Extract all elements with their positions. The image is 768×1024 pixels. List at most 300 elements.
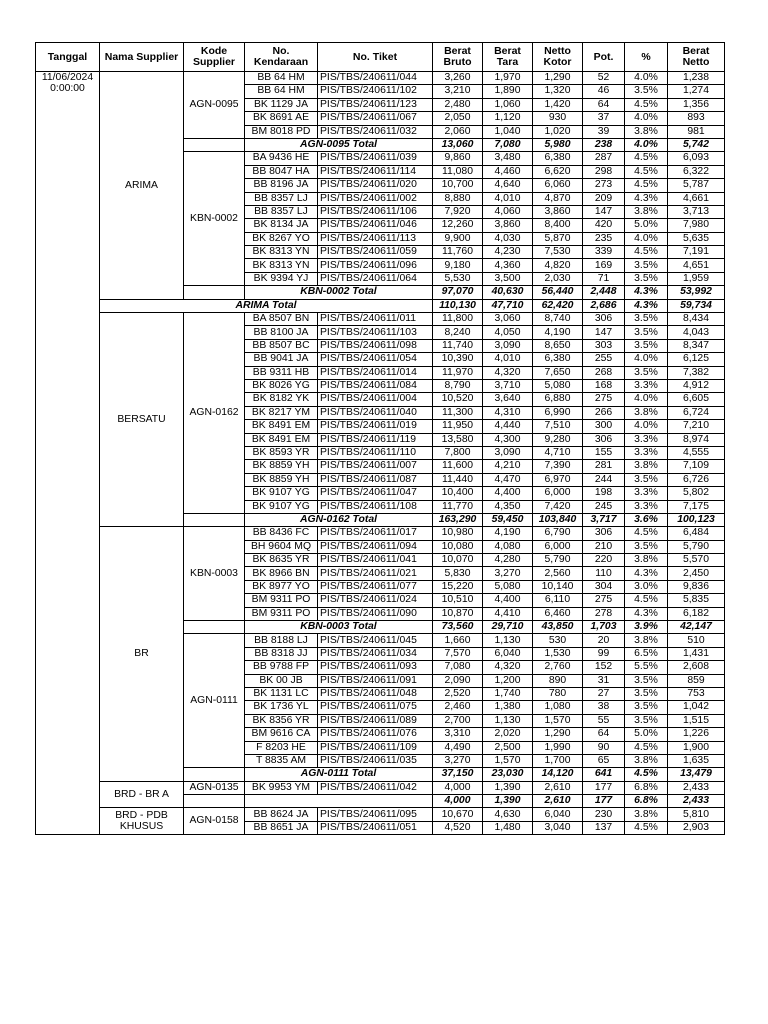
berat-tara-cell: 4,010 — [483, 192, 533, 205]
group-total-berat-tara-cell: 59,450 — [483, 513, 533, 526]
persen-cell: 4.0% — [625, 393, 668, 406]
netto-kotor-cell: 6,110 — [533, 594, 583, 607]
berat-netto-cell: 1,238 — [668, 72, 725, 85]
persen-cell: 3.5% — [625, 85, 668, 98]
berat-bruto-cell: 2,050 — [433, 112, 483, 125]
group-total-spacer — [184, 621, 245, 634]
persen-cell: 3.3% — [625, 487, 668, 500]
persen-cell: 3.5% — [625, 701, 668, 714]
berat-tara-cell: 3,860 — [483, 219, 533, 232]
berat-netto-cell: 1,635 — [668, 754, 725, 767]
pot-cell: 169 — [583, 259, 625, 272]
pot-cell: 255 — [583, 353, 625, 366]
group-total-netto-kotor-cell: 103,840 — [533, 513, 583, 526]
supplier-name-cell: ARIMA — [100, 72, 184, 300]
berat-tara-cell: 4,640 — [483, 179, 533, 192]
col-header-no-kendaraan: No. Kendaraan — [245, 43, 318, 72]
no-kendaraan-cell: BK 8491 EM — [245, 433, 318, 446]
no-tiket-cell: PIS/TBS/240611/123 — [318, 98, 433, 111]
persen-cell: 4.5% — [625, 179, 668, 192]
group-total-pot-cell: 641 — [583, 768, 625, 781]
pot-cell: 39 — [583, 125, 625, 138]
no-kendaraan-cell: BM 9616 CA — [245, 728, 318, 741]
berat-netto-cell: 3,713 — [668, 205, 725, 218]
group-total-berat-bruto-cell: 73,560 — [433, 621, 483, 634]
netto-kotor-cell: 1,570 — [533, 714, 583, 727]
pot-cell: 220 — [583, 554, 625, 567]
berat-bruto-cell: 11,080 — [433, 165, 483, 178]
berat-bruto-cell: 11,440 — [433, 473, 483, 486]
berat-tara-cell: 4,470 — [483, 473, 533, 486]
berat-tara-cell: 1,480 — [483, 821, 533, 834]
pot-cell: 244 — [583, 473, 625, 486]
group-total-berat-tara-cell: 23,030 — [483, 768, 533, 781]
persen-cell: 4.0% — [625, 72, 668, 85]
group-total-netto-kotor-cell: 14,120 — [533, 768, 583, 781]
berat-bruto-cell: 11,740 — [433, 339, 483, 352]
pot-cell: 298 — [583, 165, 625, 178]
pot-cell: 275 — [583, 594, 625, 607]
table-row — [36, 313, 725, 326]
no-kendaraan-cell: BA 9436 HE — [245, 152, 318, 165]
berat-tara-cell: 4,350 — [483, 500, 533, 513]
pot-cell: 273 — [583, 179, 625, 192]
no-tiket-cell: PIS/TBS/240611/017 — [318, 527, 433, 540]
no-kendaraan-cell: BK 8217 YM — [245, 406, 318, 419]
berat-bruto-cell: 8,240 — [433, 326, 483, 339]
netto-kotor-cell: 10,140 — [533, 580, 583, 593]
pot-cell: 278 — [583, 607, 625, 620]
berat-bruto-cell: 7,080 — [433, 661, 483, 674]
no-tiket-cell: PIS/TBS/240611/047 — [318, 487, 433, 500]
persen-cell: 4.3% — [625, 192, 668, 205]
berat-netto-cell: 981 — [668, 125, 725, 138]
berat-tara-cell: 4,460 — [483, 165, 533, 178]
berat-tara-cell: 1,380 — [483, 701, 533, 714]
pot-cell: 99 — [583, 647, 625, 660]
netto-kotor-cell: 1,080 — [533, 701, 583, 714]
berat-tara-cell: 1,970 — [483, 72, 533, 85]
supplier-name-cell: BRD - PDB KHUSUS — [100, 808, 184, 835]
netto-kotor-cell: 6,970 — [533, 473, 583, 486]
netto-kotor-cell: 9,280 — [533, 433, 583, 446]
netto-kotor-cell: 6,790 — [533, 527, 583, 540]
persen-cell: 3.5% — [625, 326, 668, 339]
berat-bruto-cell: 10,390 — [433, 353, 483, 366]
supplier-total-pot-cell: 2,686 — [583, 299, 625, 312]
netto-kotor-cell: 1,990 — [533, 741, 583, 754]
no-kendaraan-cell: BK 1129 JA — [245, 98, 318, 111]
persen-cell: 4.5% — [625, 594, 668, 607]
no-kendaraan-cell: BK 8966 BN — [245, 567, 318, 580]
no-tiket-cell: PIS/TBS/240611/108 — [318, 500, 433, 513]
netto-kotor-cell: 7,420 — [533, 500, 583, 513]
berat-tara-cell: 1,740 — [483, 687, 533, 700]
group-total-berat-netto-cell: 42,147 — [668, 621, 725, 634]
berat-netto-cell: 7,210 — [668, 420, 725, 433]
no-tiket-cell: PIS/TBS/240611/094 — [318, 540, 433, 553]
berat-bruto-cell: 10,510 — [433, 594, 483, 607]
no-kendaraan-cell: BB 9788 FP — [245, 661, 318, 674]
berat-netto-cell: 4,912 — [668, 379, 725, 392]
table-row — [36, 781, 725, 794]
pot-cell: 300 — [583, 420, 625, 433]
netto-kotor-cell: 6,000 — [533, 487, 583, 500]
no-tiket-cell: PIS/TBS/240611/091 — [318, 674, 433, 687]
no-tiket-cell: PIS/TBS/240611/095 — [318, 808, 433, 821]
group-total-persen-cell: 6.8% — [625, 795, 668, 808]
netto-kotor-cell: 7,650 — [533, 366, 583, 379]
persen-cell: 3.8% — [625, 406, 668, 419]
berat-bruto-cell: 2,460 — [433, 701, 483, 714]
no-kendaraan-cell: BK 9107 YG — [245, 500, 318, 513]
persen-cell: 3.8% — [625, 754, 668, 767]
berat-bruto-cell: 7,800 — [433, 446, 483, 459]
pot-cell: 90 — [583, 741, 625, 754]
pot-cell: 210 — [583, 540, 625, 553]
group-total-berat-bruto-cell: 37,150 — [433, 768, 483, 781]
berat-bruto-cell: 11,770 — [433, 500, 483, 513]
supplier-name-cell: BR — [100, 527, 184, 781]
berat-bruto-cell: 3,270 — [433, 754, 483, 767]
no-kendaraan-cell: BK 1131 LC — [245, 687, 318, 700]
no-tiket-cell: PIS/TBS/240611/113 — [318, 232, 433, 245]
no-tiket-cell: PIS/TBS/240611/089 — [318, 714, 433, 727]
no-tiket-cell: PIS/TBS/240611/045 — [318, 634, 433, 647]
netto-kotor-cell: 1,020 — [533, 125, 583, 138]
col-header-tanggal: Tanggal — [36, 43, 100, 72]
group-total-pot-cell: 2,448 — [583, 286, 625, 299]
netto-kotor-cell: 6,620 — [533, 165, 583, 178]
berat-netto-cell: 5,835 — [668, 594, 725, 607]
berat-tara-cell: 6,040 — [483, 647, 533, 660]
berat-tara-cell: 1,130 — [483, 634, 533, 647]
group-total-berat-tara-cell: 29,710 — [483, 621, 533, 634]
berat-netto-cell: 753 — [668, 687, 725, 700]
pot-cell: 245 — [583, 500, 625, 513]
group-total-berat-netto-cell: 100,123 — [668, 513, 725, 526]
persen-cell: 4.3% — [625, 567, 668, 580]
group-total-berat-netto-cell: 13,479 — [668, 768, 725, 781]
berat-bruto-cell: 11,950 — [433, 420, 483, 433]
no-tiket-cell: PIS/TBS/240611/054 — [318, 353, 433, 366]
berat-netto-cell: 1,356 — [668, 98, 725, 111]
persen-cell: 3.5% — [625, 674, 668, 687]
berat-netto-cell: 9,836 — [668, 580, 725, 593]
no-kendaraan-cell: BB 8651 JA — [245, 821, 318, 834]
pot-cell: 147 — [583, 326, 625, 339]
no-tiket-cell: PIS/TBS/240611/087 — [318, 473, 433, 486]
no-tiket-cell: PIS/TBS/240611/007 — [318, 460, 433, 473]
berat-netto-cell: 5,790 — [668, 540, 725, 553]
berat-bruto-cell: 10,080 — [433, 540, 483, 553]
berat-bruto-cell: 10,980 — [433, 527, 483, 540]
berat-bruto-cell: 13,580 — [433, 433, 483, 446]
no-kendaraan-cell: BB 8100 JA — [245, 326, 318, 339]
persen-cell: 4.5% — [625, 98, 668, 111]
netto-kotor-cell: 780 — [533, 687, 583, 700]
netto-kotor-cell: 530 — [533, 634, 583, 647]
persen-cell: 3.8% — [625, 205, 668, 218]
berat-tara-cell: 4,190 — [483, 527, 533, 540]
netto-kotor-cell: 1,530 — [533, 647, 583, 660]
netto-kotor-cell: 6,380 — [533, 152, 583, 165]
no-kendaraan-cell: BB 8357 LJ — [245, 192, 318, 205]
netto-kotor-cell: 4,190 — [533, 326, 583, 339]
group-total-label: KBN-0002 Total — [245, 286, 433, 299]
berat-bruto-cell: 2,700 — [433, 714, 483, 727]
berat-netto-cell: 6,322 — [668, 165, 725, 178]
group-total-berat-bruto-cell: 4,000 — [433, 795, 483, 808]
no-kendaraan-cell: BK 8026 YG — [245, 379, 318, 392]
berat-tara-cell: 3,640 — [483, 393, 533, 406]
berat-netto-cell: 5,802 — [668, 487, 725, 500]
berat-netto-cell: 1,515 — [668, 714, 725, 727]
persen-cell: 3.5% — [625, 313, 668, 326]
berat-netto-cell: 2,433 — [668, 781, 725, 794]
berat-tara-cell: 1,390 — [483, 781, 533, 794]
persen-cell: 3.3% — [625, 446, 668, 459]
no-kendaraan-cell: BA 8507 BN — [245, 313, 318, 326]
berat-tara-cell: 1,060 — [483, 98, 533, 111]
group-total-pot-cell: 3,717 — [583, 513, 625, 526]
berat-bruto-cell: 9,860 — [433, 152, 483, 165]
no-tiket-cell: PIS/TBS/240611/109 — [318, 741, 433, 754]
pot-cell: 303 — [583, 339, 625, 352]
supplier-total-berat-netto-cell: 59,734 — [668, 299, 725, 312]
berat-netto-cell: 5,810 — [668, 808, 725, 821]
pot-cell: 65 — [583, 754, 625, 767]
no-kendaraan-cell: BB 9311 HB — [245, 366, 318, 379]
netto-kotor-cell: 4,710 — [533, 446, 583, 459]
netto-kotor-cell: 7,390 — [533, 460, 583, 473]
no-tiket-cell: PIS/TBS/240611/014 — [318, 366, 433, 379]
berat-tara-cell: 3,480 — [483, 152, 533, 165]
netto-kotor-cell: 6,990 — [533, 406, 583, 419]
pot-cell: 304 — [583, 580, 625, 593]
berat-bruto-cell: 11,600 — [433, 460, 483, 473]
no-kendaraan-cell: F 8203 HE — [245, 741, 318, 754]
persen-cell: 3.3% — [625, 433, 668, 446]
no-tiket-cell: PIS/TBS/240611/040 — [318, 406, 433, 419]
berat-tara-cell: 4,080 — [483, 540, 533, 553]
persen-cell: 3.5% — [625, 714, 668, 727]
group-total-berat-bruto-cell: 97,070 — [433, 286, 483, 299]
header-row — [36, 43, 725, 72]
netto-kotor-cell: 4,870 — [533, 192, 583, 205]
col-header-pot: Pot. — [583, 43, 625, 72]
berat-netto-cell: 6,605 — [668, 393, 725, 406]
berat-netto-cell: 859 — [668, 674, 725, 687]
no-tiket-cell: PIS/TBS/240611/051 — [318, 821, 433, 834]
berat-netto-cell: 4,043 — [668, 326, 725, 339]
netto-kotor-cell: 5,080 — [533, 379, 583, 392]
table-row — [36, 72, 725, 85]
berat-tara-cell: 4,050 — [483, 326, 533, 339]
no-kendaraan-cell: BB 64 HM — [245, 85, 318, 98]
berat-netto-cell: 5,635 — [668, 232, 725, 245]
berat-bruto-cell: 7,570 — [433, 647, 483, 660]
no-tiket-cell: PIS/TBS/240611/034 — [318, 647, 433, 660]
berat-tara-cell: 1,200 — [483, 674, 533, 687]
no-kendaraan-cell: BB 8624 JA — [245, 808, 318, 821]
pot-cell: 268 — [583, 366, 625, 379]
berat-netto-cell: 1,900 — [668, 741, 725, 754]
col-header-berat-tara: Berat Tara — [483, 43, 533, 72]
berat-bruto-cell: 7,920 — [433, 205, 483, 218]
group-total-persen-cell: 4.3% — [625, 286, 668, 299]
berat-bruto-cell: 4,520 — [433, 821, 483, 834]
berat-netto-cell: 7,109 — [668, 460, 725, 473]
group-total-berat-netto-cell: 53,992 — [668, 286, 725, 299]
berat-bruto-cell: 10,700 — [433, 179, 483, 192]
no-tiket-cell: PIS/TBS/240611/020 — [318, 179, 433, 192]
no-tiket-cell: PIS/TBS/240611/002 — [318, 192, 433, 205]
group-total-spacer — [184, 138, 245, 151]
berat-bruto-cell: 8,790 — [433, 379, 483, 392]
berat-tara-cell: 4,440 — [483, 420, 533, 433]
berat-netto-cell: 6,724 — [668, 406, 725, 419]
netto-kotor-cell: 3,040 — [533, 821, 583, 834]
no-kendaraan-cell: BK 8859 YH — [245, 473, 318, 486]
col-header-persen: % — [625, 43, 668, 72]
berat-bruto-cell: 10,070 — [433, 554, 483, 567]
pot-cell: 20 — [583, 634, 625, 647]
no-tiket-cell: PIS/TBS/240611/077 — [318, 580, 433, 593]
berat-bruto-cell: 8,880 — [433, 192, 483, 205]
berat-tara-cell: 3,710 — [483, 379, 533, 392]
pot-cell: 147 — [583, 205, 625, 218]
berat-bruto-cell: 12,260 — [433, 219, 483, 232]
col-header-nama-supplier: Nama Supplier — [100, 43, 184, 72]
persen-cell: 4.5% — [625, 741, 668, 754]
berat-netto-cell: 1,431 — [668, 647, 725, 660]
no-kendaraan-cell: BK 8134 JA — [245, 219, 318, 232]
netto-kotor-cell: 6,880 — [533, 393, 583, 406]
group-total-pot-cell: 177 — [583, 795, 625, 808]
no-tiket-cell: PIS/TBS/240611/106 — [318, 205, 433, 218]
netto-kotor-cell: 6,000 — [533, 540, 583, 553]
netto-kotor-cell: 6,380 — [533, 353, 583, 366]
berat-tara-cell: 1,130 — [483, 714, 533, 727]
pot-cell: 339 — [583, 246, 625, 259]
group-total-label — [245, 795, 433, 808]
no-tiket-cell: PIS/TBS/240611/035 — [318, 754, 433, 767]
netto-kotor-cell: 2,560 — [533, 567, 583, 580]
no-kendaraan-cell: BM 8018 PD — [245, 125, 318, 138]
pot-cell: 46 — [583, 85, 625, 98]
no-kendaraan-cell: BB 8196 JA — [245, 179, 318, 192]
pot-cell: 306 — [583, 527, 625, 540]
berat-tara-cell: 4,030 — [483, 232, 533, 245]
berat-bruto-cell: 2,480 — [433, 98, 483, 111]
no-tiket-cell: PIS/TBS/240611/076 — [318, 728, 433, 741]
berat-tara-cell: 4,360 — [483, 259, 533, 272]
berat-tara-cell: 4,300 — [483, 433, 533, 446]
persen-cell: 5.0% — [625, 728, 668, 741]
no-kendaraan-cell: BB 8047 HA — [245, 165, 318, 178]
supplier-code-cell: AGN-0162 — [184, 313, 245, 514]
berat-netto-cell: 6,182 — [668, 607, 725, 620]
berat-bruto-cell: 10,670 — [433, 808, 483, 821]
persen-cell: 3.5% — [625, 687, 668, 700]
no-kendaraan-cell: BK 8859 YH — [245, 460, 318, 473]
group-total-spacer — [184, 286, 245, 299]
group-total-label: AGN-0095 Total — [245, 138, 433, 151]
no-tiket-cell: PIS/TBS/240611/075 — [318, 701, 433, 714]
berat-bruto-cell: 5,830 — [433, 567, 483, 580]
no-kendaraan-cell: T 8835 AM — [245, 754, 318, 767]
no-tiket-cell: PIS/TBS/240611/041 — [318, 554, 433, 567]
no-tiket-cell: PIS/TBS/240611/090 — [318, 607, 433, 620]
berat-bruto-cell: 10,870 — [433, 607, 483, 620]
no-kendaraan-cell: BK 8182 YK — [245, 393, 318, 406]
supplier-total-persen-cell: 4.3% — [625, 299, 668, 312]
berat-netto-cell: 7,980 — [668, 219, 725, 232]
group-total-berat-tara-cell: 40,630 — [483, 286, 533, 299]
berat-bruto-cell: 9,180 — [433, 259, 483, 272]
pot-cell: 37 — [583, 112, 625, 125]
pot-cell: 306 — [583, 313, 625, 326]
pot-cell: 155 — [583, 446, 625, 459]
persen-cell: 3.5% — [625, 259, 668, 272]
no-tiket-cell: PIS/TBS/240611/042 — [318, 781, 433, 794]
berat-bruto-cell: 1,660 — [433, 634, 483, 647]
persen-cell: 6.5% — [625, 647, 668, 660]
group-total-label: AGN-0111 Total — [245, 768, 433, 781]
berat-netto-cell: 7,191 — [668, 246, 725, 259]
no-kendaraan-cell: BK 8491 EM — [245, 420, 318, 433]
group-total-persen-cell: 4.0% — [625, 138, 668, 151]
persen-cell: 4.3% — [625, 607, 668, 620]
berat-netto-cell: 6,726 — [668, 473, 725, 486]
no-tiket-cell: PIS/TBS/240611/110 — [318, 446, 433, 459]
group-total-netto-kotor-cell: 5,980 — [533, 138, 583, 151]
col-header-berat-netto: Berat Netto — [668, 43, 725, 72]
netto-kotor-cell: 1,420 — [533, 98, 583, 111]
netto-kotor-cell: 3,860 — [533, 205, 583, 218]
no-tiket-cell: PIS/TBS/240611/044 — [318, 72, 433, 85]
no-tiket-cell: PIS/TBS/240611/004 — [318, 393, 433, 406]
berat-netto-cell: 6,093 — [668, 152, 725, 165]
no-kendaraan-cell: BB 8318 JJ — [245, 647, 318, 660]
no-kendaraan-cell: BB 8188 LJ — [245, 634, 318, 647]
persen-cell: 3.0% — [625, 580, 668, 593]
group-total-berat-netto-cell: 5,742 — [668, 138, 725, 151]
persen-cell: 4.5% — [625, 152, 668, 165]
no-kendaraan-cell: BK 9394 YJ — [245, 272, 318, 285]
berat-netto-cell: 5,570 — [668, 554, 725, 567]
pot-cell: 281 — [583, 460, 625, 473]
persen-cell: 3.5% — [625, 272, 668, 285]
no-kendaraan-cell: BK 8977 YO — [245, 580, 318, 593]
group-total-spacer — [184, 795, 245, 808]
no-tiket-cell: PIS/TBS/240611/064 — [318, 272, 433, 285]
berat-bruto-cell: 3,310 — [433, 728, 483, 741]
berat-tara-cell: 2,500 — [483, 741, 533, 754]
no-tiket-cell: PIS/TBS/240611/019 — [318, 420, 433, 433]
berat-netto-cell: 893 — [668, 112, 725, 125]
pot-cell: 52 — [583, 72, 625, 85]
persen-cell: 3.5% — [625, 473, 668, 486]
berat-netto-cell: 6,484 — [668, 527, 725, 540]
no-kendaraan-cell: BK 9953 YM — [245, 781, 318, 794]
group-total-netto-kotor-cell: 56,440 — [533, 286, 583, 299]
persen-cell: 3.8% — [625, 554, 668, 567]
berat-tara-cell: 4,410 — [483, 607, 533, 620]
berat-tara-cell: 4,320 — [483, 661, 533, 674]
no-tiket-cell: PIS/TBS/240611/093 — [318, 661, 433, 674]
